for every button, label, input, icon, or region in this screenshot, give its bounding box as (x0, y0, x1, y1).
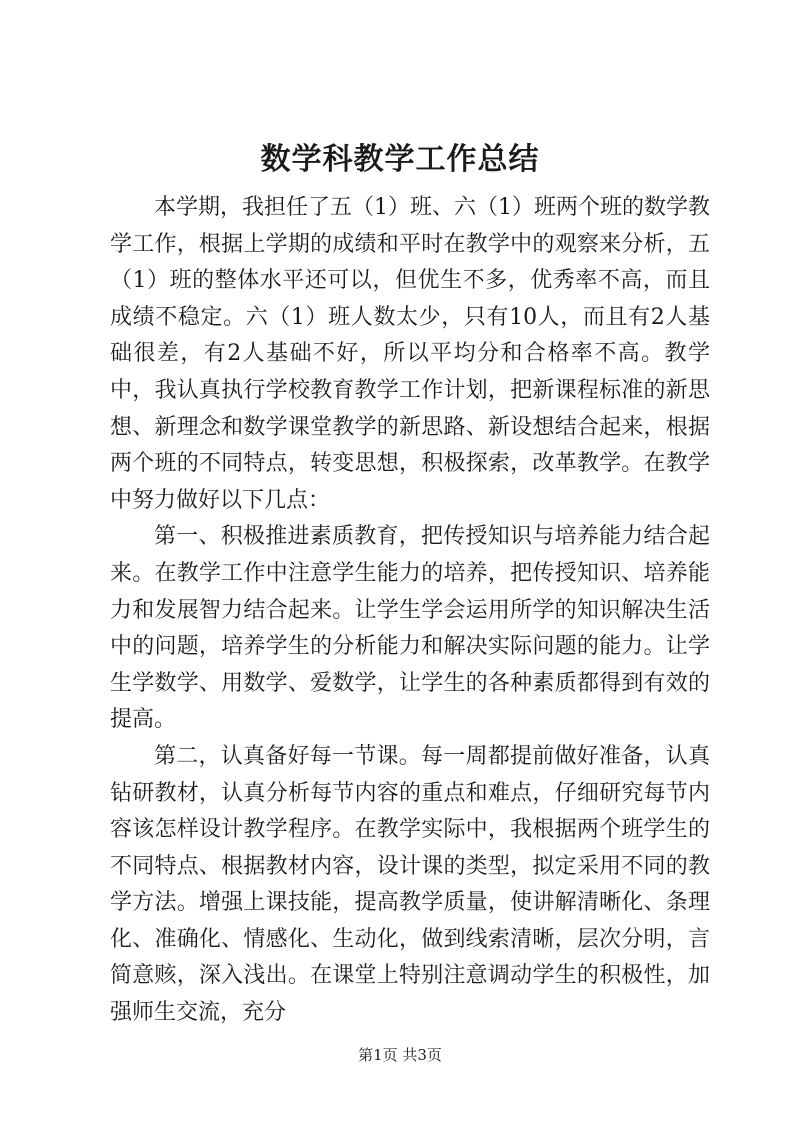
page-footer: 第1页 共3页 (358, 1046, 442, 1064)
document-body (110, 190, 710, 1032)
paragraph-second-point: 第二，认真备好每一节课。每一周都提前做好准备，认真钻研教材，认真分析每节内容的重点和难点，仔细研究每节内容该怎样设计教学程序。在教学实际中，我根据两个班学生的不同特点、根据教材内容，设计课的类型，拟定采用不同的教学方法。增强上课技能，提高教学质量，使讲解清晰化、条理化、准确化、情感化、生动化，做到线索清晰，层次分明，言简意赅，深入浅出。在课堂上特别注意调动学生的积极性，加强师生交流，充分 (110, 743, 710, 1026)
document-title: 数学科教学工作总结 (260, 142, 540, 177)
paragraph-first-point: 第一、积极推进素质教育，把传授知识与培养能力结合起来。在教学工作中注意学生能力的培养，把传授知识、培养能力和发展智力结合起来。让学生学会运用所学的知识解决生活中的问题，培养学生的分析能力和解决实际问题的能力。让学生学数学、用数学、爱数学，让学生的各种素质都得到有效的提高。 (110, 524, 710, 733)
paragraph-intro: 本学期，我担任了五（1）班、六（1）班两个班的数学教学工作，根据上学期的成绩和平时在教学中的观察来分析，五（1）班的整体水平还可以，但优生不多，优秀率不高，而且成绩不稳定。六（1）班人数太少，只有10人，而且有2人基础很差，有2人基础不好，所以平均分和合格率不高。教学中，我认真执行学校教育教学工作计划，把新课程标准的新思想、新理念和数学课堂教学的新思路、新设想结合起来，根据两个班的不同特点，转变思想，积极探索，改革教学。在教学中努力做好以下几点： (110, 195, 710, 513)
